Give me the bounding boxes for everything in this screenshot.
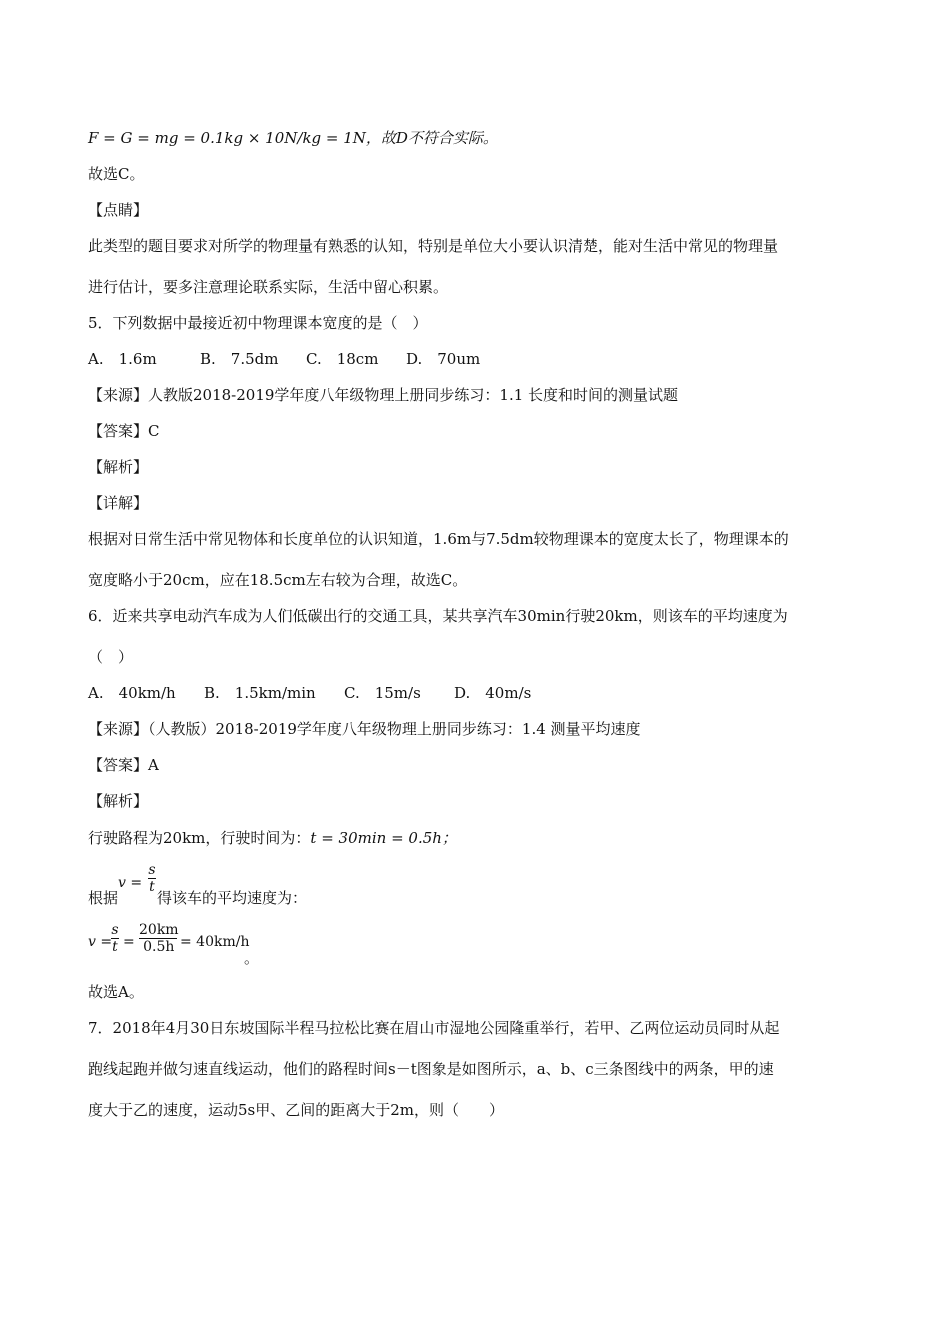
section-heading-detail: 【详解】 [88, 494, 149, 512]
analysis-text: 行驶路程为20km，行驶时间为： [88, 829, 311, 847]
question-7-stem-cont: 跑线起跑并做匀速直线运动，他们的路程时间s－t图象是如图所示，a、b、c三条图线中的两条，甲的速 [88, 1060, 774, 1078]
question-6-stem: 6．近来共享电动汽车成为人们低碳出行的交通工具，某共享汽车30min行驶20km，则该车的平均速度为 [88, 607, 788, 625]
formula-line-gravity: F = G = mg = 0.1kg × 10N/kg = 1N，故D不符合实际。 [88, 129, 498, 147]
calc-lhs: v = [88, 934, 113, 950]
time-formula: t = 30min = 0.5h； [310, 829, 457, 847]
question-6-options [88, 683, 531, 703]
calc-equals: = [123, 934, 135, 950]
fraction-numerator: s [111, 922, 119, 938]
option-a: A. 1.6m [88, 350, 157, 368]
option-a: A. 40km/h [88, 684, 176, 702]
detail-text-line: 宽度略小于20cm，应在18.5cm左右较为合理，故选C。 [88, 571, 468, 589]
question-6-stem-cont: （ ） [88, 648, 134, 666]
conclusion-line: 故选A。 [88, 983, 144, 1001]
fraction-denominator: t [112, 939, 118, 955]
fraction-denominator: 0.5h [143, 939, 175, 955]
question-7-stem-cont: 度大于乙的速度，运动5s甲、乙间的距离大于2m，则（ ） [88, 1101, 505, 1119]
fraction-numerator: s [148, 862, 156, 878]
conclusion-line: 故选C。 [88, 165, 145, 183]
option-c: C. 15m/s [344, 684, 421, 702]
source-line: 【来源】人教版2018-2019学年度八年级物理上册同步练习：1.1 长度和时间的测量试题 [88, 386, 679, 404]
question-5-stem: 5．下列数据中最接近初中物理课本宽度的是（ ） [88, 314, 428, 332]
calc-end-punct: 。 [244, 949, 260, 967]
section-heading-analysis: 【解析】 [88, 458, 149, 476]
section-heading-analysis: 【解析】 [88, 792, 149, 810]
analysis-text-line [88, 828, 457, 848]
formula-intro-text: 根据 [88, 889, 119, 907]
fraction-denominator: t [149, 879, 155, 895]
option-c: C. 18cm [306, 350, 379, 368]
option-d: D. 40m/s [454, 684, 532, 702]
velocity-formula-lhs: v = [118, 875, 143, 891]
option-b: B. 1.5km/min [204, 684, 316, 702]
velocity-fraction [148, 862, 156, 895]
option-d: D. 70um [406, 350, 481, 368]
question-5-options [88, 349, 480, 369]
section-heading-tip: 【点睛】 [88, 201, 149, 219]
detail-text-line: 根据对日常生活中常见物体和长度单位的认识知道，1.6m与7.5dm较物理课本的宽度太长了，物理课本的 [88, 530, 789, 548]
answer-line: 【答案】A [88, 756, 159, 774]
calc-fraction-numeric [139, 922, 179, 955]
answer-line: 【答案】C [88, 422, 160, 440]
tip-text-line: 进行估计，要多注意理论联系实际，生活中留心积累。 [88, 278, 449, 296]
fraction-numerator: 20km [139, 922, 179, 938]
option-b: B. 7.5dm [200, 350, 279, 368]
question-7-stem: 7．2018年4月30日东坡国际半程马拉松比赛在眉山市湿地公园隆重举行，若甲、乙两位运动员同时从起 [88, 1019, 780, 1037]
calc-fraction-symbolic [111, 922, 119, 955]
tip-text-line: 此类型的题目要求对所学的物理量有熟悉的认知，特别是单位大小要认识清楚，能对生活中常见的物理量 [88, 237, 779, 255]
formula-trailing-text: 得该车的平均速度为： [157, 889, 308, 907]
calc-result: = 40km/h [180, 934, 250, 950]
source-line: 【来源】（人教版）2018-2019学年度八年级物理上册同步练习：1.4 测量平均速度 [88, 720, 641, 738]
